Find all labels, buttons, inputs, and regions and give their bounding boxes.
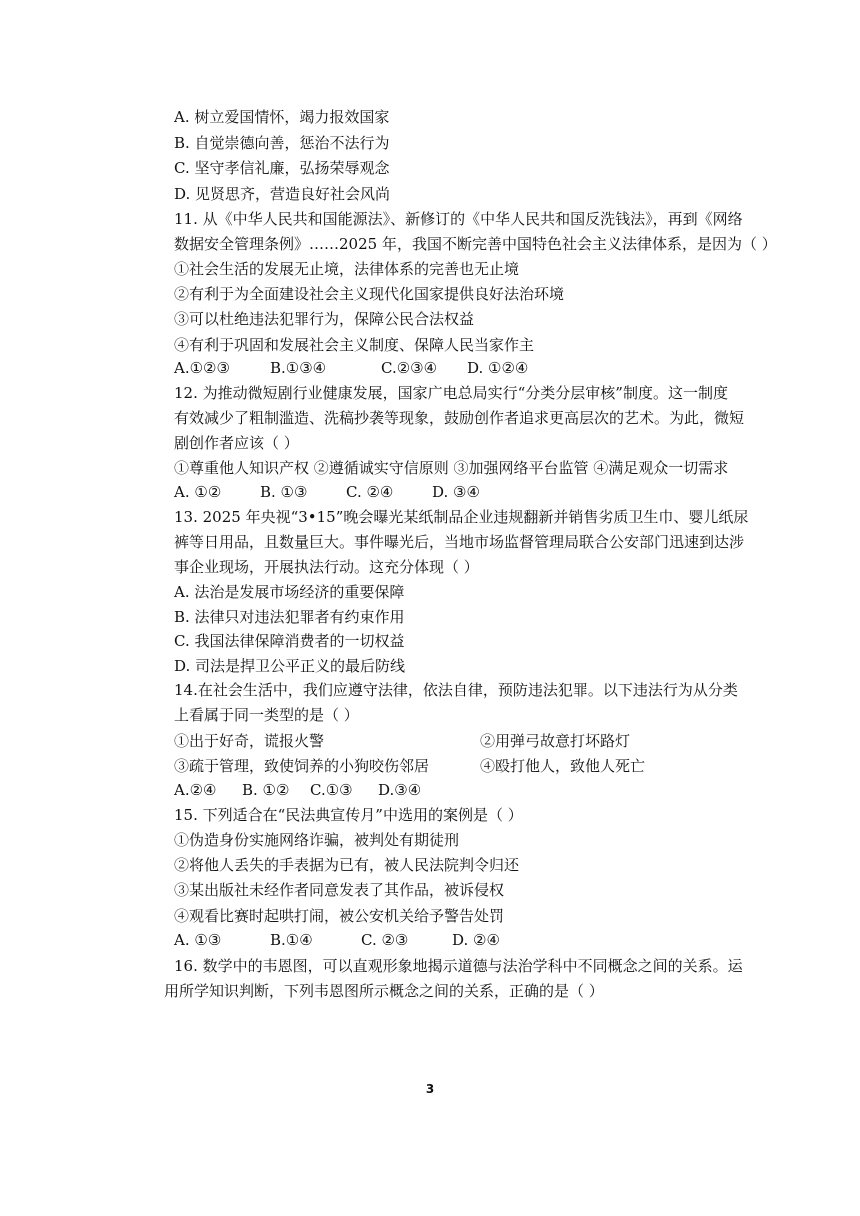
q12-choices [174, 481, 518, 503]
q13-stem-line-1: 13. 2025 年央视“3•15”晚会曝光某纸制品企业违规翻新并销售劣质卫生巾、婴儿纸尿 [174, 508, 749, 526]
page-number: 3 [425, 1082, 435, 1096]
q12-stem-line-1: 12. 为推动微短剧行业健康发展，国家广电总局实行“分类分层审核”制度。这一制度 [174, 384, 728, 402]
q13-option-a: A. 法治是发展市场经济的重要保障 [174, 583, 405, 601]
q12-choice-d: D. ③④ [432, 483, 480, 501]
q15-choice-d: D. ②④ [452, 931, 500, 949]
q10-option-a: A. 树立爱国情怀，竭力报效国家 [174, 108, 390, 126]
q11-choices [174, 357, 563, 379]
q10-option-d: D. 见贤思齐，营造良好社会风尚 [174, 185, 391, 203]
q14-item-4: ④殴打他人，致他人死亡 [480, 757, 646, 775]
q13-option-c: C. 我国法律保障消费者的一切权益 [174, 632, 405, 650]
q15-choice-a: A. ①③ [174, 931, 222, 949]
q14-item-3: ③疏于管理，致使饲养的小狗咬伤邻居 [174, 757, 430, 775]
q11-item-1: ①社会生活的发展无止境，法律体系的完善也无止境 [174, 260, 520, 278]
q12-stem-line-2: 有效减少了粗制滥造、洗稿抄袭等现象，鼓励创作者追求更高层次的艺术。为此，微短 [174, 409, 745, 427]
q10-option-c: C. 坚守孝信礼廉，弘扬荣辱观念 [174, 159, 390, 177]
q11-item-3: ③可以杜绝违法犯罪行为，保障公民合法权益 [174, 310, 475, 328]
q15-item-1: ①伪造身份实施网络诈骗，被判处有期徒刑 [174, 831, 460, 849]
q13-option-d: D. 司法是捍卫公平正义的最后防线 [174, 657, 406, 675]
q15-stem: 15. 下列适合在“民法典宣传月”中选用的案例是（ ） [174, 806, 523, 824]
q12-choice-c: C. ②④ [346, 483, 394, 501]
q14-choice-b: B. ①② [242, 781, 290, 799]
q14-choice-d: D.③④ [378, 781, 422, 799]
q12-choice-b: B. ①③ [260, 483, 308, 501]
q15-choice-c: C. ②③ [361, 931, 409, 949]
q11-item-2: ②有利于为全面建设社会主义现代化国家提供良好法治环境 [174, 285, 565, 303]
q11-choice-a: A.①②③ [174, 359, 230, 377]
q15-choice-b: B.①④ [270, 931, 313, 949]
q11-stem-line-2: 数据安全管理条例》……2025 年，我国不断完善中国特色社会主义法律体系，是因为（ ） [174, 235, 777, 253]
q14-choice-c: C.①③ [310, 781, 353, 799]
q15-item-3: ③某出版社未经作者同意发表了其作品，被诉侵权 [174, 881, 505, 899]
q13-option-b: B. 法律只对违法犯罪者有约束作用 [174, 608, 405, 626]
q12-items: ①尊重他人知识产权 ②遵循诚实守信原则 ③加强网络平台监管 ④满足观众一切需求 [174, 459, 729, 477]
q13-stem-line-2: 裤等日用品，且数量巨大。事件曝光后，当地市场监督管理局联合公安部门迅速到达涉 [174, 533, 745, 551]
q14-items-row-2 [174, 755, 645, 777]
q11-choice-d: D. ①②④ [467, 359, 529, 377]
q15-choices [174, 929, 548, 951]
q14-choices [174, 779, 446, 801]
q14-item-2: ②用弹弓故意打坏路灯 [480, 732, 631, 750]
q15-item-4: ④观看比赛时起哄打闹，被公安机关给予警告处罚 [174, 907, 505, 925]
q14-stem-line-1: 14.在社会生活中，我们应遵守法律，依法自律，预防违法犯罪。以下违法行为从分类 [174, 681, 738, 699]
q16-stem-line-2: 用所学知识判断，下列韦恩图所示概念之间的关系，正确的是（ ） [164, 982, 604, 1000]
q11-stem-line-1: 11. 从《中华人民共和国能源法》、新修订的《中华人民共和国反洗钱法》，再到《网络 [174, 210, 743, 228]
q12-choice-a: A. ①② [174, 483, 222, 501]
q10-option-b: B. 自觉崇德向善，惩治不法行为 [174, 134, 390, 152]
q16-stem-line-1: 16. 数学中的韦恩图，可以直观形象地揭示道德与法治学科中不同概念之间的关系。运 [174, 957, 743, 975]
q15-item-2: ②将他人丢失的手表据为已有，被人民法院判令归还 [174, 856, 520, 874]
q11-choice-b: B.①③④ [270, 359, 327, 377]
q12-stem-line-3: 剧创作者应该（ ） [174, 434, 299, 452]
q14-items-row-1 [174, 730, 630, 752]
q13-stem-line-3: 事企业现场，开展执法行动。这充分体现（ ） [174, 558, 479, 576]
q11-item-4: ④有利于巩固和发展社会主义制度、保障人民当家作主 [174, 336, 535, 354]
q14-item-1: ①出于好奇，谎报火警 [174, 732, 325, 750]
q14-stem-line-2: 上看属于同一类型的是（ ） [174, 706, 359, 724]
q11-choice-c: C.②③④ [381, 359, 438, 377]
q14-choice-a: A.②④ [174, 781, 217, 799]
